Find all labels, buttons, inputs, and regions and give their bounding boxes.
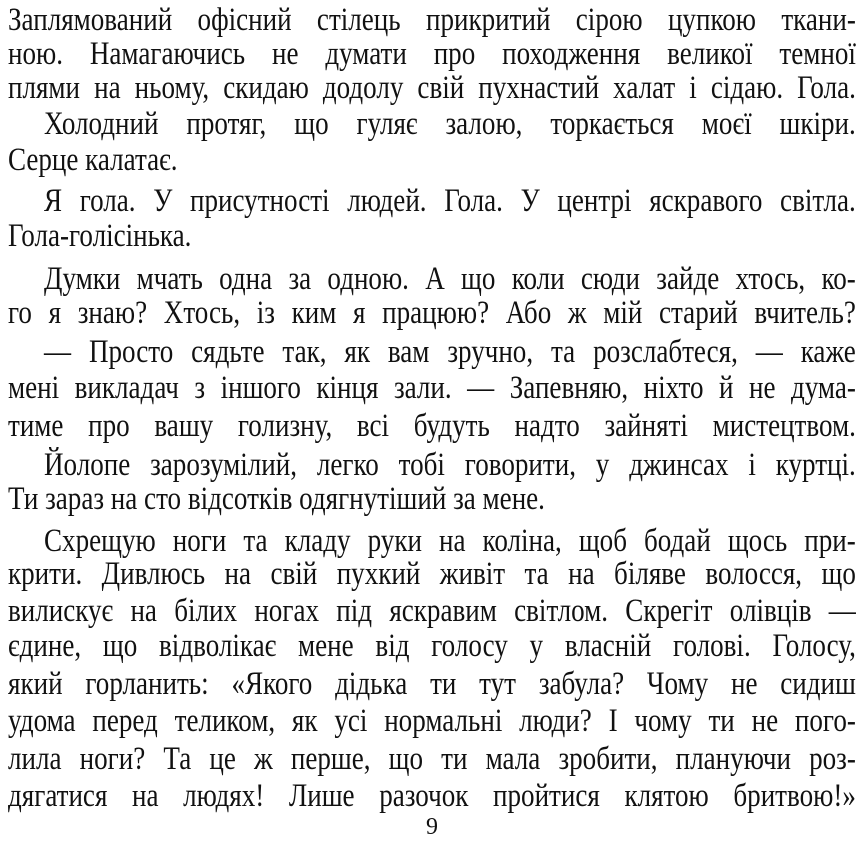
text-line: крити. Дивлюсь на свій пухкий живіт та на біляве волосся, що — [8, 556, 856, 592]
text-line: Думки мчать одна за одною. А що коли сюди зайде хтось, ко- — [44, 261, 856, 297]
text-line: плями на ньому, скидаю додолу свій пухнастий халат і сідаю. Гола. — [8, 70, 856, 106]
text-line: тиме про вашу голизну, всі будуть надто зайняті мистецтвом. — [8, 408, 856, 444]
text-line: го я знаю? Хтось, із ким я працюю? Або ж мій старий вчитель? — [8, 295, 856, 331]
page-number: 9 — [426, 814, 438, 840]
text-line: Схрещую ноги та кладу руки на коліна, щоб бодай щось при- — [44, 523, 856, 559]
text-line: ною. Намагаючись не думати про походження великої темної — [8, 36, 856, 72]
text-line: Ти зараз на сто відсотків одягнутіший за мене. — [8, 481, 545, 517]
text-line: Я гола. У присутності людей. Гола. У центрі яскравого світла. — [44, 183, 856, 219]
text-line: Гола-голісінька. — [8, 218, 192, 254]
text-line: вилискує на білих ногах під яскравим світлом. Скрегіт олівців — — [8, 593, 856, 629]
text-line: Йолопе зарозумілий, легко тобі говорити, у джинсах і куртці. — [44, 447, 856, 483]
text-line: дягатися на людях! Лише разочок пройтися клятою бритвою!» — [8, 778, 856, 814]
text-line: Серце калатає. — [8, 142, 178, 178]
text-line: який горланить: «Якого дідька ти тут забула? Чому не сидиш — [8, 666, 856, 702]
text-line: єдине, що відволікає мене від голосу у власній голові. Голосу, — [8, 628, 856, 664]
text-line: лила ноги? Та це ж перше, що ти мала зробити, плануючи роз- — [8, 741, 856, 777]
text-line: удома перед теликом, як усі нормальні люди? І чому ти не пого- — [8, 703, 856, 739]
text-line: — Просто сядьте так, як вам зручно, та розслабтеся, — каже — [44, 334, 856, 370]
text-line: мені викладач з іншого кінця зали. — Запевняю, ніхто й не дума- — [8, 370, 856, 406]
text-line: Заплямований офісний стілець прикритий сірою цупкою ткани- — [8, 2, 856, 38]
text-line: Холодний протяг, що гуляє залою, торкається моєї шкіри. — [44, 106, 856, 142]
